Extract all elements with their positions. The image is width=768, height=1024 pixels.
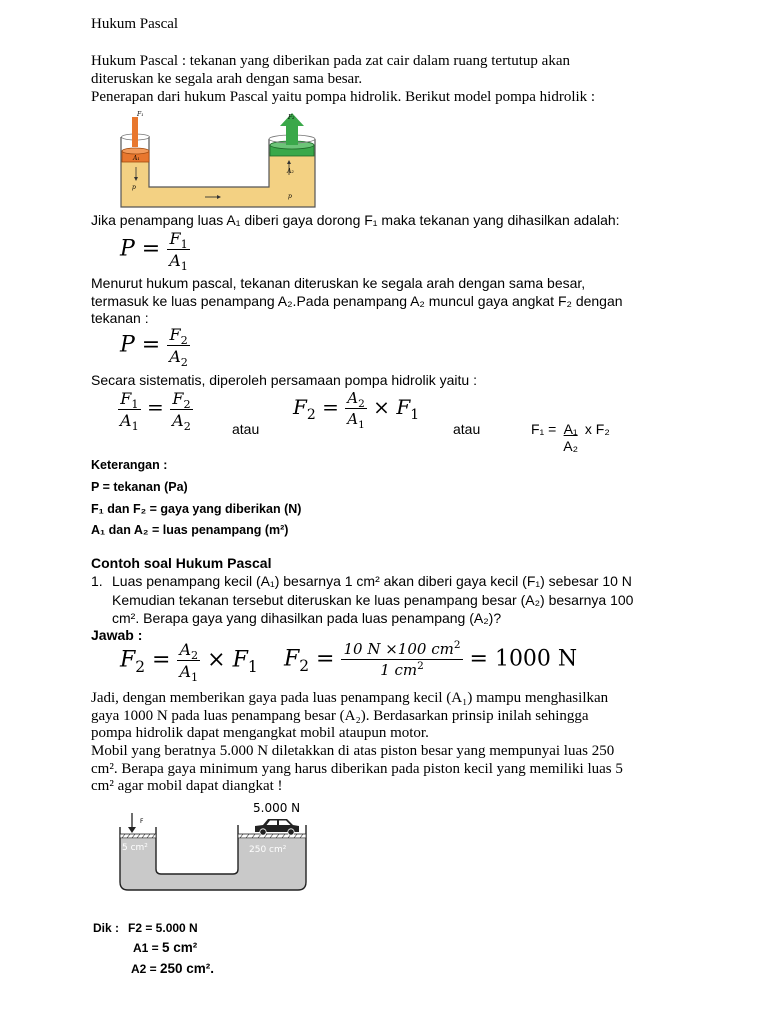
equation-pressure-1: P = $\frac{F_1}{A_1}$ [120,229,188,274]
dik-a1: A1 = 5 cm² [133,940,198,955]
equation-ratio: $\frac{F_1}{A_1}$ = $\frac{F_2}{A_2}$ [120,389,191,434]
question-line-3: cm². Berapa gaya yang dihasilkan pada luas penampang (A₂)? [112,610,502,626]
equation-f1-plain: F₁ = $\frac{\text{A₁}}{\text{A₂}}$ x F₂ [531,421,610,454]
atau-2: atau [453,421,481,437]
label-a2: A₂ [287,168,294,175]
jawab-label: Jawab : [91,627,143,643]
equation-pressure-2: P = $\frac{F_2}{A_2}$ [120,325,188,370]
liquid-fill [121,152,315,207]
keterangan-item-1: P = tekanan (Pa) [91,480,188,494]
dik-f2: F2 = 5.000 N [128,921,198,935]
label-a1: A₁ [133,155,140,162]
intro-line-2: diteruskan ke segala arah dengan sama besar. [91,71,363,87]
equation-answer-formula: $F_2$ = $\frac{A_2}{A_1}$ × $F_1$ [120,640,258,685]
small-area-label: 5 cm² [122,843,148,853]
keterangan-heading: Keterangan : [91,458,168,472]
car-icon [255,819,299,835]
equation-answer-calc: $F_2$ = $\frac{10 N \times 100 cm^2}{1 cm^2}$ = 1000 N [284,639,578,679]
conclusion-line-6: cm² agar mobil dapat diangkat ! [91,778,283,794]
para-f2-line-1: Menurut hukum pascal, tekanan diteruskan ke segala arah dengan sama besar, [91,275,586,291]
weight-label: 5.000 N [253,801,301,815]
f1-arrow [132,117,138,147]
label-p1: p [132,184,136,191]
intro-line-3: Penerapan dari hukum Pascal yaitu pompa hidrolik. Berikut model pompa hidrolik : [91,89,596,105]
conclusion-line-2: gaya 1000 N pada luas penampang besar (A₂). Berdasarkan prinsip inilah sehingga [91,708,589,724]
small-piston [120,834,156,838]
para-f2-line-3: tekanan : [91,310,149,326]
car-lift-diagram [115,797,320,894]
hydraulic-pump-diagram [117,107,322,210]
dik-label: Dik : [93,921,120,935]
equation-f2: $F_2$ = $\frac{A_2}{A_1}$ × $F_1$ [293,389,420,431]
keterangan-item-3: A₁ dan A₂ = luas penampang (m²) [91,523,289,537]
para-f2-line-2: termasuk ke luas penampang A₂.Pada penampang A₂ muncul gaya angkat F₂ dengan [91,293,623,309]
page-title: Hukum Pascal [91,16,179,32]
conclusion-line-5: cm². Berapa gaya minimum yang harus diberikan pada piston kecil yang memiliki luas 5 [91,761,623,777]
question-number: 1. [91,573,103,589]
para-f1: Jika penampang luas A₁ diberi gaya dorong F₁ maka tekanan yang dihasilkan adalah: [91,212,620,228]
para-systematic: Secara sistematis, diperoleh persamaan pompa hidrolik yaitu : [91,372,477,388]
label-p2: p [288,193,292,200]
atau-1: atau [232,421,260,437]
question-line-1: Luas penampang kecil (A₁) besarnya 1 cm² akan diberi gaya kecil (F₁) sebesar 10 N [112,573,632,589]
question-line-2: Kemudian tekanan tersebut diteruskan ke luas penampang besar (A₂) besarnya 100 [112,592,634,608]
force-label: F [140,818,144,825]
conclusion-line-1: Jadi, dengan memberikan gaya pada luas penampang kecil (A₁) mampu menghasilkan [91,690,609,706]
label-f1: F₁ [137,111,144,118]
conclusion-line-4: Mobil yang beratnya 5.000 N diletakkan di atas piston besar yang mempunyai luas 250 [91,743,615,759]
keterangan-item-2: F₁ dan F₂ = gaya yang diberikan (N) [91,502,302,516]
label-f2: F₂ [288,114,295,121]
dik-a2: A2 = 250 cm². [131,961,215,976]
intro-line-1: Hukum Pascal : tekanan yang diberikan pada zat cair dalam ruang tertutup akan [91,53,570,69]
contoh-heading: Contoh soal Hukum Pascal [91,555,272,571]
conclusion-line-3: pompa hidrolik dapat mengangkat mobil ataupun motor. [91,725,429,741]
large-area-label: 250 cm² [249,845,287,855]
